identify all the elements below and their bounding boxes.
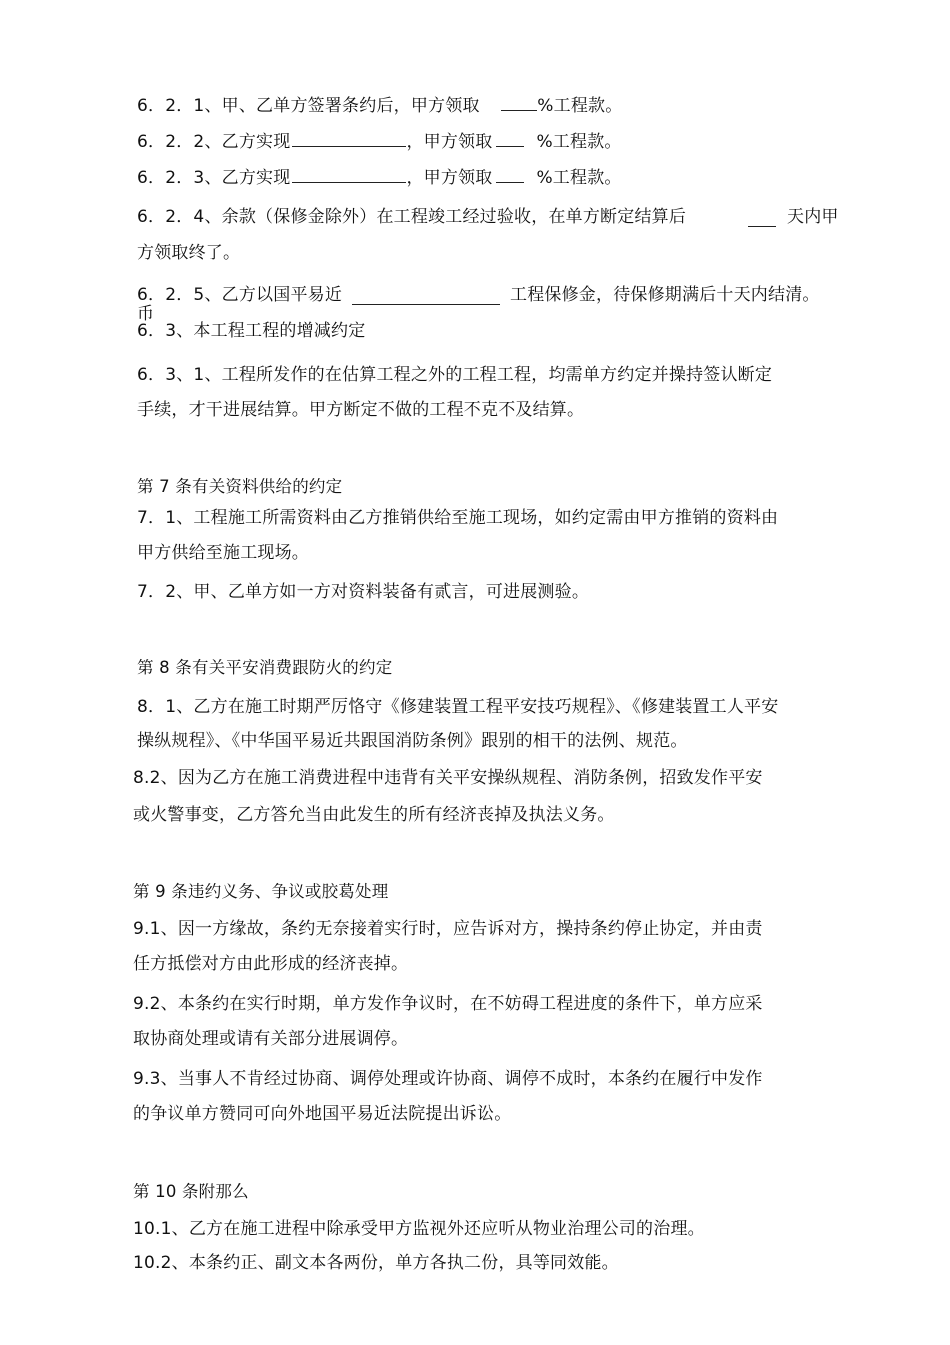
- clause-text: 天内甲: [787, 207, 839, 227]
- clause-text: ，甲方领取: [406, 168, 493, 188]
- clause-6-2-4: [137, 206, 686, 228]
- clause-6-2-3: [137, 166, 622, 189]
- article-7-heading: 第 7 条有关资料供给的约定: [137, 477, 343, 496]
- clause-text: ，甲方领取: [406, 132, 493, 152]
- paragraph-line: 9.1、因一方缘故，条约无奈接着实行时，应告诉对方，操持条约停止协定，并由责: [133, 919, 763, 939]
- clause-text: 6．2．4、余款（保修金除外）在工程竣工经过验收，在单方断定结算后: [137, 207, 687, 227]
- paragraph-line: 8.2、因为乙方在施工消费进程中违背有关平安操纵规程、消防条例，招致发作平安: [133, 768, 763, 788]
- paragraph-line: 10.1、乙方在施工进程中除承受甲方监视外还应听从物业治理公司的治理。: [133, 1219, 705, 1239]
- paragraph-line: 6．3、1、工程所发作的在估算工程之外的工程工程，均需单方约定并操持签认断定: [137, 365, 773, 385]
- clause-text: %工程款。: [536, 168, 622, 188]
- paragraph-line: 7．1、工程施工所需资料由乙方推销供给至施工现场，如约定需由甲方推销的资料由: [137, 508, 779, 528]
- article-10-heading: 第 10 条附那么: [133, 1182, 249, 1201]
- fill-blank[interactable]: [496, 166, 524, 183]
- fill-blank[interactable]: [352, 288, 500, 305]
- paragraph-line: 的争议单方赞同可向外地国平易近法院提出诉讼。: [133, 1104, 512, 1124]
- paragraph-line: 9.2、本条约在实行时期，单方发作争议时，在不妨碍工程进度的条件下，单方应采: [133, 994, 763, 1014]
- article-8-heading: 第 8 条有关平安消费跟防火的约定: [137, 658, 393, 677]
- paragraph-line: 10.2、本条约正、副文本各两份，单方各执二份，具等同效能。: [133, 1253, 619, 1273]
- clause-6-2-2: [137, 130, 622, 153]
- clause-text: 6．2．3、乙方实现: [137, 168, 291, 188]
- fill-blank[interactable]: [748, 210, 776, 227]
- paragraph-line: 甲方供给至施工现场。: [137, 543, 309, 563]
- clause-text: %工程款。: [536, 132, 622, 152]
- paragraph-line: 取协商处理或请有关部分进展调停。: [133, 1029, 409, 1049]
- fill-blank[interactable]: [292, 130, 406, 147]
- clause-text: 6．2．1、甲、乙单方签署条约后，甲方领取: [137, 96, 480, 116]
- fill-blank[interactable]: [501, 94, 537, 111]
- article-9-heading: 第 9 条违约义务、争议或胶葛处理: [133, 882, 389, 901]
- fill-blank[interactable]: [496, 130, 524, 147]
- clause-text: 方领取终了。: [137, 243, 241, 263]
- clause-6-2-1: [137, 94, 622, 117]
- paragraph-line: 7．2、甲、乙单方如一方对资料装备有贰言，可进展测验。: [137, 582, 590, 602]
- clause-text: 6．2．5、乙方以国平易近: [137, 285, 343, 305]
- clause-text: 币: [137, 304, 155, 324]
- clause-text: 工程保修金，待保修期满后十天内结清。: [510, 285, 820, 305]
- paragraph-line: 操纵规程》、《中华国平易近共跟国消防条例》跟别的相干的法例、规范。: [137, 731, 688, 751]
- section-6-3: 6．3、本工程工程的增减约定: [137, 321, 366, 341]
- paragraph-line: 手续，才干进展结算。甲方断定不做的工程不克不及结算。: [137, 400, 585, 420]
- fill-blank[interactable]: [292, 166, 406, 183]
- clause-6-2-5: [137, 284, 342, 306]
- paragraph-line: 任方抵偿对方由此形成的经济丧掉。: [133, 954, 409, 974]
- paragraph-line: 9.3、当事人不肯经过协商、调停处理或许协商、调停不成时，本条约在履行中发作: [133, 1069, 763, 1089]
- paragraph-line: 或火警事变，乙方答允当由此发生的所有经济丧掉及执法义务。: [133, 805, 615, 825]
- paragraph-line: 8．1、乙方在施工时期严厉恪守《修建装置工程平安技巧规程》、《修建装置工人平安: [137, 697, 779, 717]
- clause-text: 6．2．2、乙方实现: [137, 132, 291, 152]
- clause-text: %工程款。: [537, 96, 623, 116]
